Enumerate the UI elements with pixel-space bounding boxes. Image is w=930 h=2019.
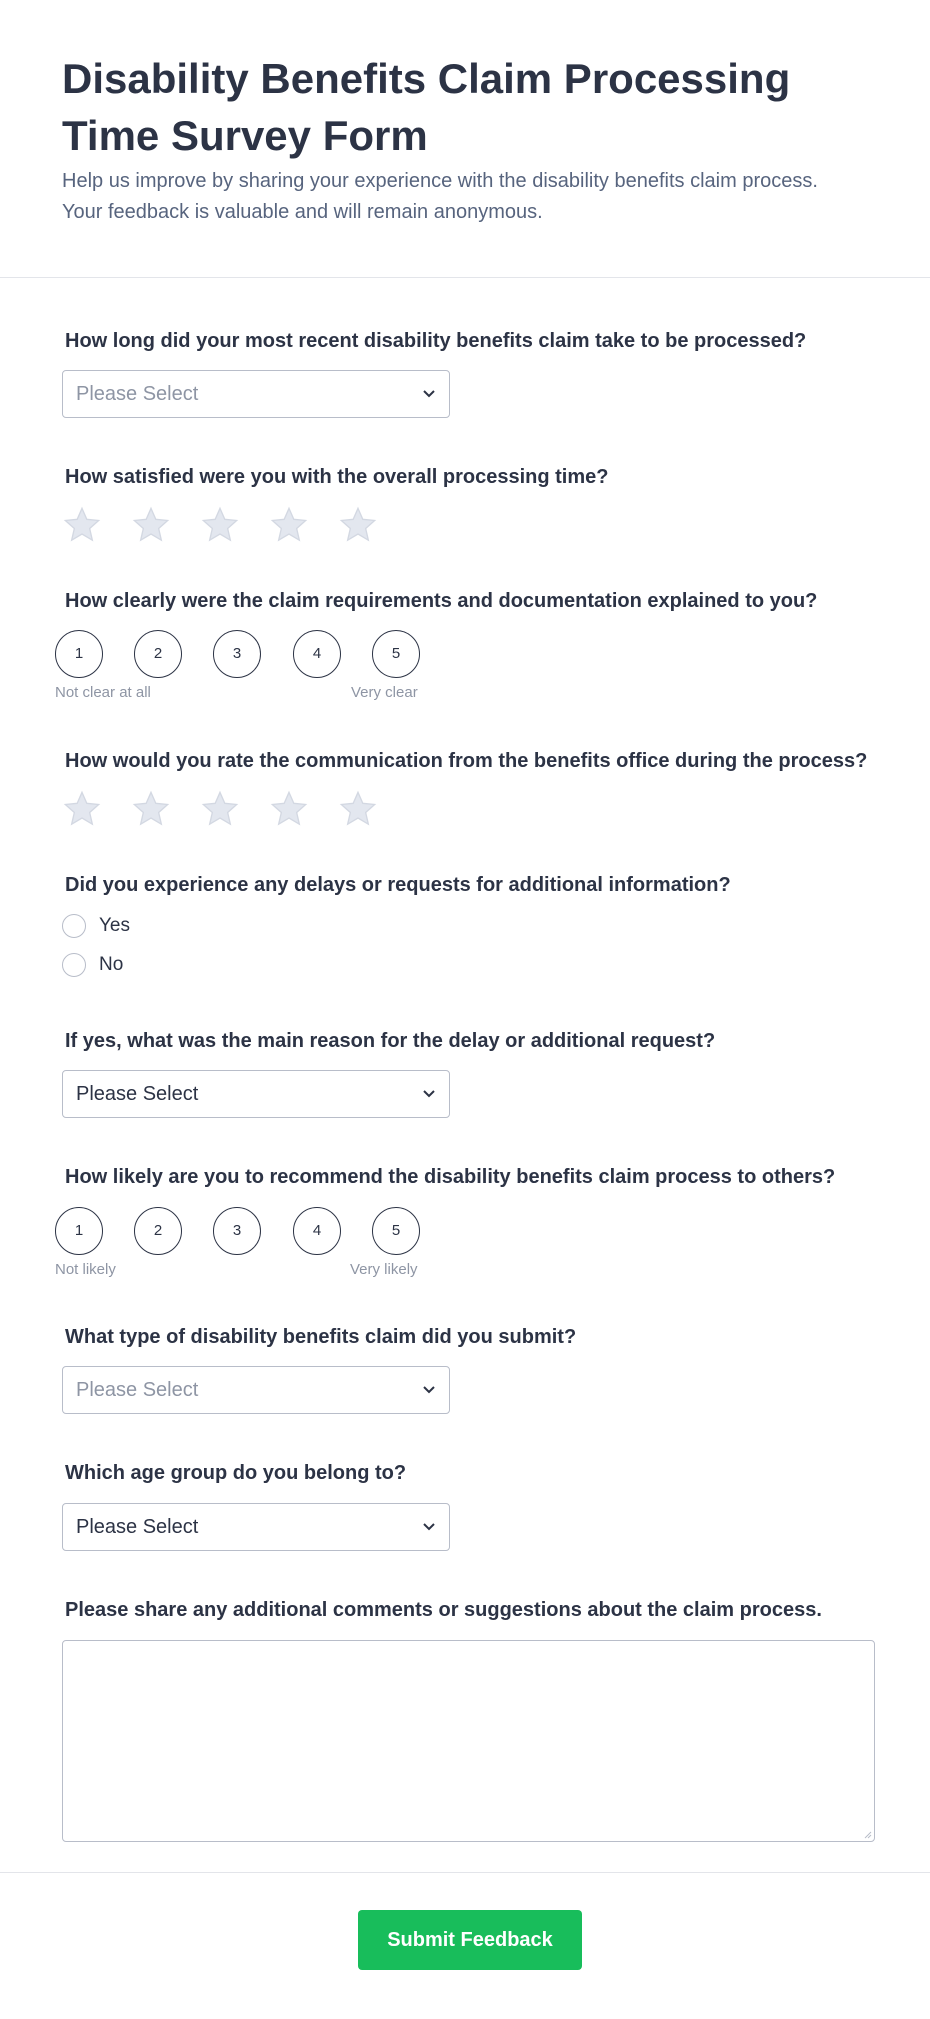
scale-option-4[interactable]: 4 <box>293 1207 341 1255</box>
chevron-down-icon <box>421 1518 437 1534</box>
scale-high-label: Very likely <box>350 1261 418 1278</box>
select-value: Please Select <box>76 1083 199 1105</box>
footer-divider <box>0 1872 930 1873</box>
scale-option-3[interactable]: 3 <box>213 630 261 678</box>
question-age-group: Which age group do you belong to? <box>65 1462 407 1484</box>
question-comments: Please share any additional comments or suggestions about the claim process. <box>65 1599 822 1621</box>
star-icon[interactable] <box>131 789 171 829</box>
form-header <box>0 0 930 278</box>
scale-option-2[interactable]: 2 <box>134 1207 182 1255</box>
delay-reason-select[interactable] <box>62 1070 450 1118</box>
radio-label: Yes <box>99 915 130 936</box>
chevron-down-icon <box>421 1085 437 1101</box>
radio-button[interactable] <box>62 953 86 977</box>
question-satisfaction: How satisfied were you with the overall processing time? <box>65 466 609 488</box>
question-processing-time: How long did your most recent disability benefits claim take to be processed? <box>65 330 807 352</box>
star-icon[interactable] <box>338 789 378 829</box>
recommend-scale <box>55 1207 455 1287</box>
processing-time-select[interactable] <box>62 370 450 418</box>
question-recommend: How likely are you to recommend the disability benefits claim process to others? <box>65 1166 836 1188</box>
scale-option-5[interactable]: 5 <box>372 1207 420 1255</box>
star-icon[interactable] <box>269 789 309 829</box>
select-value: Please Select <box>76 1379 199 1401</box>
scale-high-label: Very clear <box>351 684 418 701</box>
question-communication: How would you rate the communication from the benefits office during the process? <box>65 750 868 772</box>
star-icon[interactable] <box>200 505 240 545</box>
scale-option-5[interactable]: 5 <box>372 630 420 678</box>
star-icon[interactable] <box>200 789 240 829</box>
scale-option-1[interactable]: 1 <box>55 630 103 678</box>
question-clarity: How clearly were the claim requirements and documentation explained to you? <box>65 590 818 612</box>
scale-option-4[interactable]: 4 <box>293 630 341 678</box>
chevron-down-icon <box>421 1381 437 1397</box>
scale-option-2[interactable]: 2 <box>134 630 182 678</box>
resize-handle-icon[interactable] <box>862 1829 872 1839</box>
star-icon[interactable] <box>62 505 102 545</box>
question-delay-reason: If yes, what was the main reason for the delay or additional request? <box>65 1030 716 1052</box>
chevron-down-icon <box>421 385 437 401</box>
select-value: Please Select <box>76 1516 199 1538</box>
scale-low-label: Not likely <box>55 1261 116 1278</box>
question-delays: Did you experience any delays or requests for additional information? <box>65 874 731 896</box>
comments-textarea[interactable] <box>62 1640 875 1842</box>
star-icon[interactable] <box>269 505 309 545</box>
star-icon[interactable] <box>62 789 102 829</box>
radio-label: No <box>99 954 124 975</box>
star-icon[interactable] <box>131 505 171 545</box>
claim-type-select[interactable] <box>62 1366 450 1414</box>
page-title: Disability Benefits Claim Processing Time Survey Form <box>62 55 791 159</box>
age-group-select[interactable] <box>62 1503 450 1551</box>
clarity-scale <box>55 630 455 710</box>
star-icon[interactable] <box>338 505 378 545</box>
radio-button[interactable] <box>62 914 86 938</box>
scale-low-label: Not clear at all <box>55 684 151 701</box>
question-claim-type: What type of disability benefits claim did you submit? <box>65 1326 577 1348</box>
select-value: Please Select <box>76 383 199 405</box>
scale-option-3[interactable]: 3 <box>213 1207 261 1255</box>
submit-button[interactable]: Submit Feedback <box>358 1910 582 1970</box>
page-subtitle: Help us improve by sharing your experience with the disability benefits claim process. Your feedback is valuable and will remain anonymous. <box>62 170 818 223</box>
scale-option-1[interactable]: 1 <box>55 1207 103 1255</box>
